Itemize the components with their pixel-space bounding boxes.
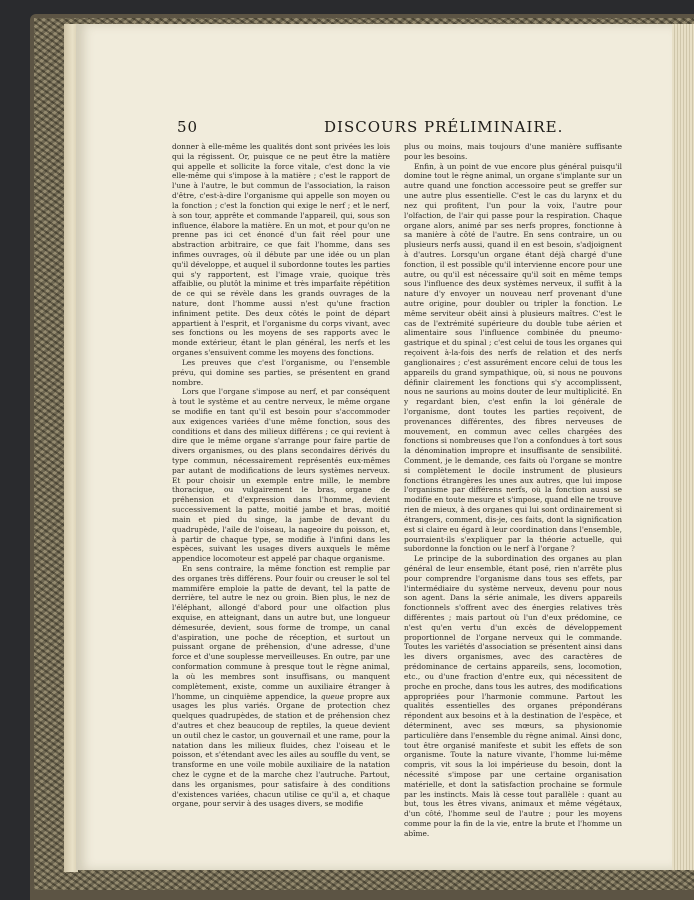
paragraph: Le principe de la subordination des organes au plan général de leur ensemble, étant posé, rien n'arrête plus pour comprendre l'organisme dans tous ses effets, par l'intermédiaire du système nerveux, devenu pour nous son agent. Dans la série animale, les divers appareils fonctionnels s'offrent avec des énergies relatives très différentes ; mais partout où l'un d'eux prédomine, ce n'est qu'en vertu d'un excès de développement proportionnel de l'organe nerveux qui le commande. Toutes les variétés d'association se présentent ainsi dans les divers organismes, avec des caractères de prédominance de certains appareils, sens, locomotion, etc., ou d'une fraction d'entre eux, qui nécessitent de proche en proche, dans tous les autres, des modifications appropriées pour l'harmonie commune. Partout les qualités essentielles des organes prépondérans répondent aux besoins et à la destination de l'espèce, et déterminent, avec ses mœurs, sa physionomie particulière dans l'ensemble du règne animal. Ainsi donc, tout être organisé manifeste et subit les effets de son organisme. Toute la nature vivante, l'homme lui-même compris, vit sous la loi impérieuse du besoin, dont la nécessité s'impose par une certaine organisation matérielle, et dont la satisfaction prochaine se formule par les instincts. Mais là cesse tout parallèle : quant au but, tous les êtres vivans, animaux et même végétaux, d'un côté, l'homme seul de l'autre ; pour les moyens comme pour la fin de la vie, entre la brute et l'homme un abîme. xyxy=(404,554,622,838)
paragraph: Lors que l'organe s'impose au nerf, et par conséquent à tout le système et au centre nerveux, le même organe se modifie en tant qu'il est besoin pour s'accommoder aux exigences variées d'une même fonction, sous des conditions et dans des milieux différens ; ce qui revient à dire que le même organe s'arrange pour faire partie de divers organismes, ou des plans secondaires dérivés du type commun, nécessairement représentés eux-mêmes par autant de modifications de leurs systèmes nerveux. Et pour choisir un exemple entre mille, le membre thoracique, ou vulgairement le bras, organe de préhension et d'expression dans l'homme, devient successivement la patte, moitié jambe et bras, moitié main et pied du singe, la jambe de devant du quadrupède, l'aile de l'oiseau, la nageoire du poisson, et, à partir de chaque type, se modifie à l'infini dans les espèces, suivant les usages divers auxquels le même appendice locomoteur est appelé par chaque organisme. xyxy=(172,387,390,564)
paragraph: Les preuves que c'est l'organisme, ou l'ensemble prévu, qui domine ses parties, se présentent en grand nombre. xyxy=(172,357,390,387)
paragraph: Enfin, à un point de vue encore plus général puisqu'il domine tout le règne animal, un organe s'implante sur un autre quand une fonction accessoire peut se greffer sur une autre plus essentielle. C'est le cas du larynx et du nez qui profitent, l'un pour la voix, l'autre pour l'olfaction, de l'air qui passe pour la respiration. Chaque organe alors, animé par ses nerfs propres, fonctionne à sa manière à côté de l'autre. En sens contraire, un ou plusieurs nerfs aussi, quand il en est besoin, s'adjoignent à d'autres. Lorsqu'un organe étant déjà chargé d'une fonction, il est possible qu'il intervienne encore pour une autre, ou qu'il est nécessaire qu'il soit en même temps sous l'influence des deux systèmes nerveux, il suffit à la nature d'y envoyer un nouveau nerf provenant d'une autre origine, pour doubler ou tripler la fonction. Le même serviteur obéit ainsi à plusieurs maîtres. C'est le cas de l'extrémité supérieure du double tube aérien et alimentaire sous l'influence combinée du pneumo-gastrique et du spinal ; c'est celui de tous les organes qui reçoivent à-la-fois des nerfs de relation et des nerfs ganglionaires ; c'est assurément encore celui de tous les appareils du grand sympathique, où, si nous ne pouvons définir clairement les fonctions qui s'y accomplissent, nous ne saurions au moins douter de leur multiplicité. En y regardant bien, c'est enfin la loi générale de l'organisme, dont toutes les parties reçoivent, de provenances différentes, des fibres nerveuses de mouvement, en commun avec celles chargées des fonctions si nombreuses que l'on a confondues à tort sous la dénomination impropre et insuffisante de sensibilité. Comment, je le demande, ces faits où l'organe se montre si complètement le docile instrument de plusieurs fonctions étrangères les unes aux autres, que lui impose l'organisme par différens nerfs, où la fonction aussi se modifie en toute mesure et s'impose, quand elle ne trouve rien de mieux, à des organes qui lui sont ordinairement si étrangers, comment, dis-je, ces faits, dont la signification est si claire eu égard à leur coordination dans l'ensemble, pourraient-ils s'expliquer par la théorie actuelle, qui subordonne la fonction ou le nerf à l'organe ? xyxy=(404,161,622,554)
paragraph: plus ou moins, mais toujours d'une manière suffisante pour les besoins. xyxy=(404,142,622,161)
paragraph-text: propre aux usages les plus variés. Organe de protection chez quelques quadrupèdes, de station et de préhension chez d'autres et chez beaucoup de reptiles, la queue devient un outil chez le castor, un gouvernail et une rame, pour la natation dans les milieux fluides, chez l'oiseau et le poisson, et s'étendant avec les ailes au souffle du vent, se transforme en une voile mobile auxiliaire de la natation chez le cygne et de la marche chez l'autruche. Partout, dans les organismes, pour satisfaire à des conditions d'existences variées, chacun utilise ce qu'il a, et chaque organe, pour servir à des usages divers, se modifie xyxy=(172,691,390,809)
paragraph xyxy=(172,564,390,809)
right-column xyxy=(404,142,622,838)
page-number: 50 xyxy=(177,118,199,136)
page-edges xyxy=(672,24,694,870)
paragraph-text: En sens contraire, la même fonction est remplie par des organes très différens. Pour fouir ou creuser le sol tel mammifère emploie la patte de devant, tel la patte de derrière, tel autre le nez ou groin. Bien plus, le nez de l'éléphant, allongé d'abord pour une olfaction plus exquise, en atteignant, dans un autre but, une longueur démesurée, devient, sous forme de trompe, un canal d'aspiration, une poche de réception, et surtout un puissant organe de préhension, d'une adresse, d'une force et d'une souplesse merveilleuses. En outre, par une conformation commune à presque tout le règne animal, la où les membres sont insuffisans, ou manquent complètement, existe, comme un auxiliaire étranger à l'homme, un cinquième appendice, la xyxy=(172,563,390,701)
page-header xyxy=(177,118,607,138)
paragraph: donner à elle-même les qualités dont sont privées les lois qui la régissent. Or, puisque ce ne peut être la matière qui appelle et sollicite la force vitale, c'est donc la vie elle-même qui s'impose à la matière ; c'est le rapport de l'une à l'autre, le but commun de l'association, la raison d'être, c'est-à-dire l'organisme qui appelle son moyen ou la fonction ; c'est la fonction qui exige le nerf ; et le nerf, à son tour, apprête et commande l'appareil, qui, sous son influence, élabore la matière. En un mot, et pour qu'on ne prenne pas ici cet énoncé d'un fait réel pour une abstraction arbitraire, ce que fait l'homme, dans ses infimes ouvrages, où il débute par une idée ou un plan qu'il développe, et auquel il subordonne toutes les parties qui s'y rapportent, est l'image vraie, quoique très affaiblie, ou plutôt la minime et très imparfaite répétition de ce qui se révèle dans les grands ouvrages de la nature, dont l'homme aussi n'est qu'une fraction infiniment petite. Des deux côtés le point de départ appartient à l'esprit, et l'organisme du corps vivant, avec ses fonctions ou les moyens de ses rapports avec le monde extérieur, étant le plan général, les nerfs et les organes s'ensuivent comme les moyens des fonctions. xyxy=(172,142,390,358)
emphasis-text: queue xyxy=(320,691,344,701)
left-column xyxy=(172,142,390,809)
running-title: DISCOURS PRÉLIMINAIRE. xyxy=(324,118,564,136)
